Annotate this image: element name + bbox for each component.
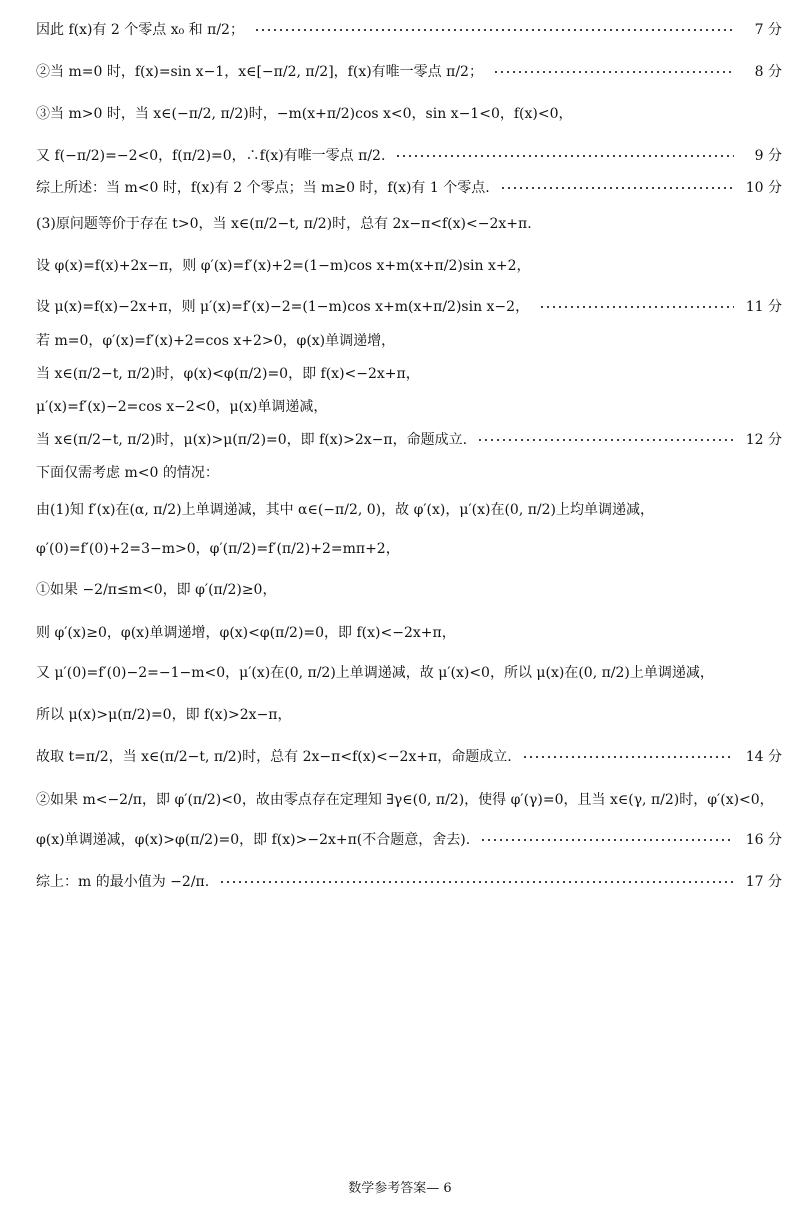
dot-leader — [493, 71, 734, 73]
line-text: (3)原问题等价于存在 t>0，当 x∈(π/2−t, π/2)时，总有 2x−π<f(x)<−2x+π. — [36, 216, 532, 232]
dot-leader — [219, 881, 734, 883]
line-text: 故取 t=π/2，当 x∈(π/2−t, π/2)时，总有 2x−π<f(x)<−2x+π，命题成立. — [36, 749, 512, 765]
page-footer: 数学参考答案— 6 — [348, 1181, 452, 1196]
score-mark: 10 分 — [745, 180, 782, 196]
solution-line — [36, 297, 782, 317]
line-text: 因此 f(x)有 2 个零点 x₀ 和 π/2； — [36, 22, 244, 38]
score-mark: 17 分 — [745, 874, 782, 890]
line-text: 当 x∈(π/2−t, π/2)时，φ(x)<φ(π/2)=0，即 f(x)<−2x+π， — [36, 366, 420, 382]
solution-line — [36, 580, 782, 600]
line-text: 设 μ(x)=f(x)−2x+π，则 μ′(x)=f′(x)−2=(1−m)cos x+m(x+π/2)sin x−2， — [36, 299, 530, 315]
score-mark: 14 分 — [745, 749, 782, 765]
solution-line — [36, 146, 782, 166]
solution-line — [36, 104, 782, 124]
score-mark: 8 分 — [754, 64, 782, 80]
solution-line — [36, 663, 782, 683]
dot-leader — [539, 306, 734, 308]
score-mark: 16 分 — [745, 832, 782, 848]
line-text: 当 x∈(π/2−t, π/2)时，μ(x)>μ(π/2)=0，即 f(x)>2x−π，命题成立. — [36, 432, 468, 448]
solution-line — [36, 256, 782, 276]
line-text: ②当 m=0 时，f(x)=sin x−1，x∈[−π/2, π/2]，f(x)有唯一零点 π/2； — [36, 64, 483, 80]
solution-line — [36, 62, 782, 82]
dot-leader — [477, 439, 734, 441]
solution-line — [36, 747, 782, 767]
line-text: φ(x)单调递减，φ(x)>φ(π/2)=0，即 f(x)>−2x+π(不合题意，舍去). — [36, 832, 471, 848]
solution-line — [36, 430, 782, 450]
solution-line — [36, 790, 782, 810]
line-text: ①如果 −2/π≤m<0，即 φ′(π/2)≥0， — [36, 582, 277, 598]
dot-leader — [254, 29, 734, 31]
solution-line — [36, 500, 782, 520]
line-text: φ′(0)=f′(0)+2=3−m>0，φ′(π/2)=f′(π/2)+2=mπ+2， — [36, 541, 400, 557]
dot-leader — [522, 756, 734, 758]
line-text: 若 m=0，φ′(x)=f′(x)+2=cos x+2>0，φ(x)单调递增， — [36, 333, 396, 349]
score-mark: 12 分 — [745, 432, 782, 448]
score-mark: 11 分 — [745, 299, 782, 315]
solution-line — [36, 623, 782, 643]
line-text: 综上：m 的最小值为 −2/π. — [36, 874, 210, 890]
dot-leader — [480, 839, 734, 841]
solution-line — [36, 331, 782, 351]
solution-line — [36, 178, 782, 198]
line-text: ③当 m>0 时，当 x∈(−π/2, π/2)时，−m(x+π/2)cos x<0，sin x−1<0，f(x)<0， — [36, 106, 573, 122]
solution-line — [36, 705, 782, 725]
line-text: 所以 μ(x)>μ(π/2)=0，即 f(x)>2x−π， — [36, 707, 292, 723]
line-text: 设 φ(x)=f(x)+2x−π，则 φ′(x)=f′(x)+2=(1−m)cos x+m(x+π/2)sin x+2， — [36, 258, 531, 274]
solution-line — [36, 872, 782, 892]
score-mark: 7 分 — [754, 22, 782, 38]
dot-leader — [395, 155, 734, 157]
solution-line — [36, 397, 782, 417]
line-text: 又 f(−π/2)=−2<0，f(π/2)=0，∴f(x)有唯一零点 π/2. — [36, 148, 386, 164]
line-text: 下面仅需考虑 m<0 的情况： — [36, 465, 219, 481]
line-text: 则 φ′(x)≥0，φ(x)单调递增，φ(x)<φ(π/2)=0，即 f(x)<−2x+π， — [36, 625, 456, 641]
solution-line — [36, 214, 782, 234]
solution-line — [36, 539, 782, 559]
line-text: 综上所述：当 m<0 时，f(x)有 2 个零点；当 m≥0 时，f(x)有 1 个零点. — [36, 180, 490, 196]
line-text: 又 μ′(0)=f′(0)−2=−1−m<0，μ′(x)在(0, π/2)上单调递减，故 μ′(x)<0，所以 μ(x)在(0, π/2)上单调递减， — [36, 665, 714, 681]
solution-line — [36, 20, 782, 40]
line-text: ②如果 m<−2/π，即 φ′(π/2)<0，故由零点存在定理知 ∃γ∈(0, π/2)，使得 φ′(γ)=0，且当 x∈(γ, π/2)时，φ′(x)<0， — [36, 792, 774, 808]
solution-line — [36, 364, 782, 384]
solution-line — [36, 463, 782, 483]
dot-leader — [500, 187, 734, 189]
line-text: 由(1)知 f′(x)在(α, π/2)上单调递减，其中 α∈(−π/2, 0)，故 φ′(x)，μ′(x)在(0, π/2)上均单调递减， — [36, 502, 655, 518]
solution-line — [36, 830, 782, 850]
score-mark: 9 分 — [754, 148, 782, 164]
line-text: μ′(x)=f′(x)−2=cos x−2<0，μ(x)单调递减， — [36, 399, 328, 415]
